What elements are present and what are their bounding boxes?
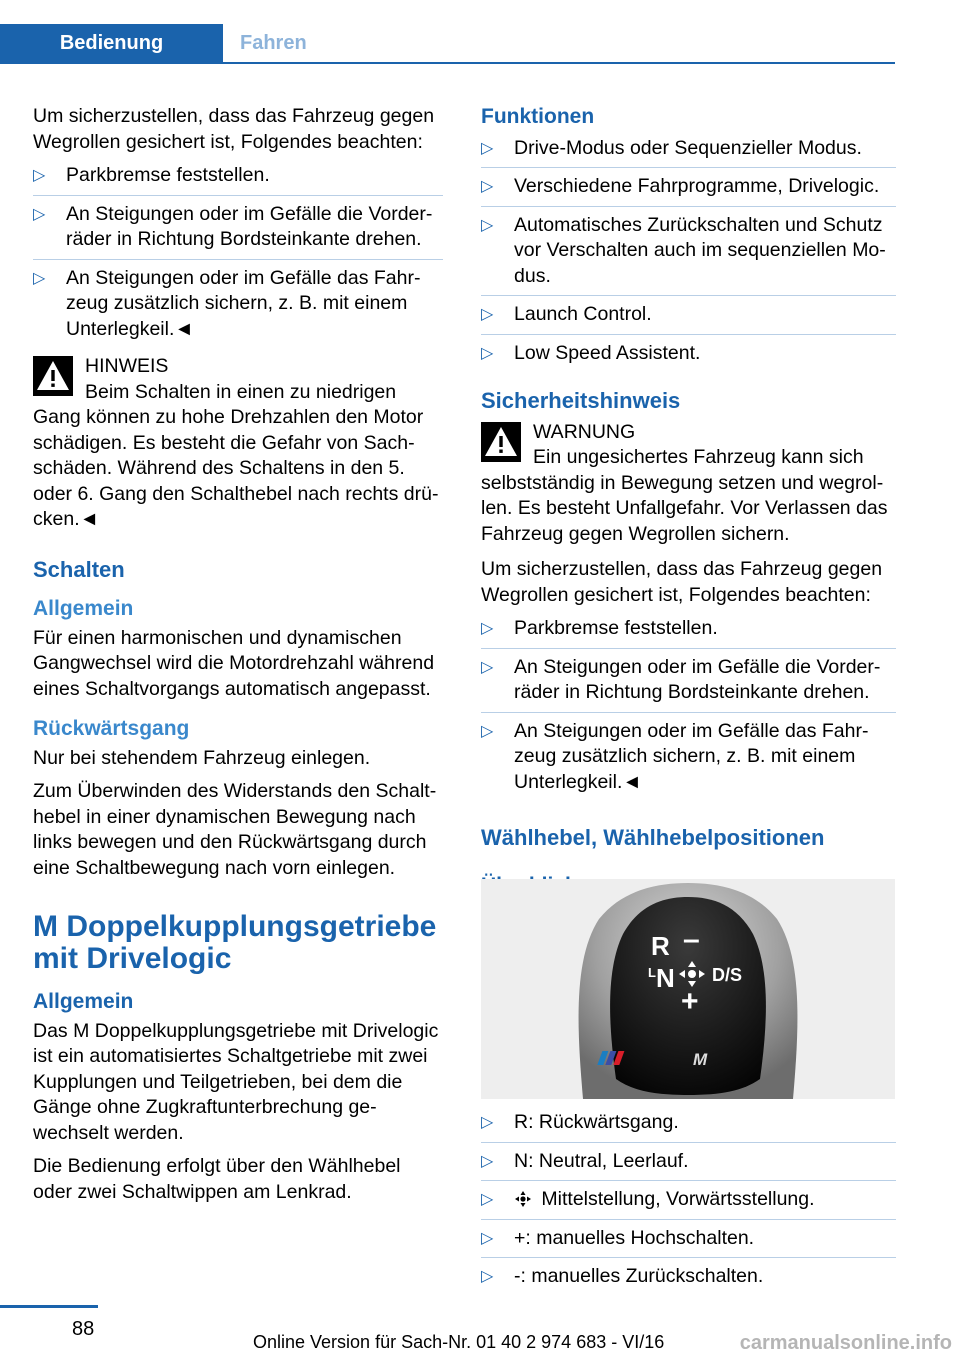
triangle-bullet-icon: ▷ [481, 722, 494, 740]
lever-label-r: R [651, 931, 670, 961]
tab-bedienung[interactable]: Bedienung [0, 24, 223, 62]
tab-fahren[interactable]: Fahren [240, 32, 307, 54]
warning-triangle-icon [481, 422, 521, 462]
heading-waehlhebel: Wählhebel, Wählhebelpositionen [481, 825, 825, 850]
allgemein-paragraph: Für einen harmonischen und dynamischen Gangwechsel wird die Motordrehzahl während eines Schaltvorgangs automatisch angepasst. [33, 626, 435, 700]
heading-allgemein: Allgemein [33, 597, 134, 620]
notice-keyword: HINWEIS [85, 355, 169, 377]
triangle-bullet-icon: ▷ [33, 269, 46, 287]
warning-keyword: WARNUNG [533, 420, 636, 443]
gear-selector-figure [481, 879, 895, 1099]
triangle-bullet-icon: ▷ [481, 178, 494, 195]
triangle-bullet-icon: ▷ [481, 1229, 494, 1247]
list-item: ▷ Parkbremse feststellen. [481, 616, 896, 649]
center-position-icon [514, 1190, 532, 1208]
parking-bullets-2 [481, 616, 896, 801]
list-item: ▷ Drive-Modus oder Sequenzieller Modus. [481, 136, 896, 169]
list-item: ▷ Verschiedene Fahrprogramme, Drivelogic. [481, 174, 896, 207]
list-item: ▷ N: Neutral, Leerlauf. [481, 1149, 896, 1182]
heading-allgemein-2: Allgemein [33, 990, 134, 1013]
lever-label-plus: + [681, 985, 699, 1018]
dkg-paragraph-2: Die Bedienung erfolgt über den Wählhebel oder zwei Schaltwippen am Lenkrad. [33, 1155, 401, 1203]
list-item: ▷ -: manuelles Zurückschalten. [481, 1264, 896, 1296]
intro-paragraph-2: Um sicherzustellen, dass das Fahrzeug gegen Wegrollen gesichert ist, Folgendes beachten: [481, 558, 883, 606]
triangle-bullet-icon: ▷ [481, 658, 494, 676]
left-column [33, 104, 443, 1213]
triangle-bullet-icon: ▷ [481, 1268, 494, 1285]
triangle-bullet-icon: ▷ [33, 205, 46, 223]
lever-label-ds: D/S [712, 965, 743, 985]
online-version-text: Online Version für Sach-Nr. 01 40 2 974 683 - VI/16 [253, 1332, 665, 1352]
warning-text: Ein ungesichertes Fahrzeug kann sich selbstständig in Bewegung setzen und wegrollen. Es besteht Unfallgefahr. Vor Verlassen das Fahrzeug gegen Wegrollen sichern. [481, 446, 888, 545]
triangle-bullet-icon: ▷ [481, 216, 494, 234]
list-item: ▷ Launch Control. [481, 302, 896, 335]
list-item: ▷ +: manuelles Hochschalten. [481, 1226, 896, 1259]
triangle-bullet-icon: ▷ [481, 620, 494, 637]
watermark: carmanualsonline.info [739, 1332, 952, 1354]
notice-box [33, 354, 443, 533]
dkg-paragraph-1: Das M Doppelkupplungsgetriebe mit Drivelogic ist ein automatisiertes Schaltgetriebe mit zwei Kupplungen und Teilgetrieben, bei dem die Gänge ohne Zugkraftunterbrechung gewechselt werden. [33, 1019, 439, 1144]
right-column [481, 104, 896, 902]
gear-selector-illustration [481, 879, 895, 1099]
warning-box [481, 420, 896, 548]
lever-label-l: L [648, 965, 656, 980]
list-item: ▷ An Steigungen oder im Gefälle die Vorderräder in Richtung Bordsteinkante drehen. [33, 202, 443, 260]
page-number: 88 [72, 1318, 95, 1340]
list-item: ▷ An Steigungen oder im Gefälle das Fahrzeug zusätzlich sichern, z. B. mit einem Unterlegkeil.◄ [33, 266, 421, 340]
heading-funktionen: Funktionen [481, 105, 595, 128]
heading-doppelkupplungsgetriebe: M Doppelkupplungsgetriebe mit Drivelogic [33, 910, 437, 975]
triangle-bullet-icon: ▷ [481, 344, 494, 362]
triangle-bullet-icon: ▷ [481, 306, 494, 323]
list-item: ▷ Low Speed Assistent. [481, 341, 896, 373]
triangle-bullet-icon: ▷ [481, 1114, 494, 1131]
notice-text: Beim Schalten in einen zu niedrigen Gang können zu hohe Drehzahlen den Motor schädigen. Es besteht die Gefahr von Sachschäden. Während des Schaltens in den 5. oder 6. Gang den Schalthebel nach rechts drücken.◄ [33, 380, 439, 530]
list-item: ▷ Parkbremse feststellen. [33, 163, 443, 196]
funktionen-list [481, 136, 896, 373]
triangle-bullet-icon: ▷ [481, 1191, 494, 1208]
heading-sicherheitshinweis: Sicherheitshinweis [481, 388, 681, 413]
list-item: ▷ An Steigungen oder im Gefälle die Vorderräder in Richtung Bordsteinkante drehen. [481, 655, 896, 713]
triangle-bullet-icon: ▷ [481, 139, 494, 157]
m-logo-letter: M [693, 1050, 708, 1069]
lever-positions-list [481, 1110, 896, 1296]
list-item: ▷ Mittelstellung, Vorwärtsstellung. [481, 1187, 896, 1220]
triangle-bullet-icon: ▷ [33, 167, 46, 184]
warning-triangle-icon [33, 356, 73, 396]
rueckwaerts-paragraph-1: Nur bei stehendem Fahrzeug einlegen. [33, 746, 371, 769]
lever-label-minus: – [683, 923, 700, 956]
triangle-bullet-icon: ▷ [481, 1152, 494, 1170]
list-item: ▷ An Steigungen oder im Gefälle das Fahrzeug zusätzlich sichern, z. B. mit einem Unterlegkeil.◄ [481, 719, 869, 793]
positions-list-container [481, 1110, 896, 1302]
parking-bullets [33, 163, 443, 348]
heading-schalten: Schalten [33, 556, 125, 582]
lever-label-n: N [656, 963, 675, 993]
intro-paragraph: Um sicherzustellen, dass das Fahrzeug gegen Wegrollen gesichert ist, Folgendes beachten: [33, 105, 435, 153]
rueckwaerts-paragraph-2: Zum Überwinden des Widerstands den Schalthebel in einer dynamischen Bewegung nach links bewegen und den Rückwärtsgang durch eine Schaltbewegung nach vorn einlegen. [33, 780, 437, 879]
chapter-tab-bar [0, 24, 895, 64]
list-item: ▷ R: Rückwärtsgang. [481, 1110, 896, 1143]
heading-rueckwaertsgang: Rückwärtsgang [33, 717, 190, 740]
list-item: ▷ Automatisches Zurückschalten und Schutz vor Verschalten auch im sequenziellen Modus. [481, 213, 896, 297]
footer-rule [0, 1305, 98, 1308]
